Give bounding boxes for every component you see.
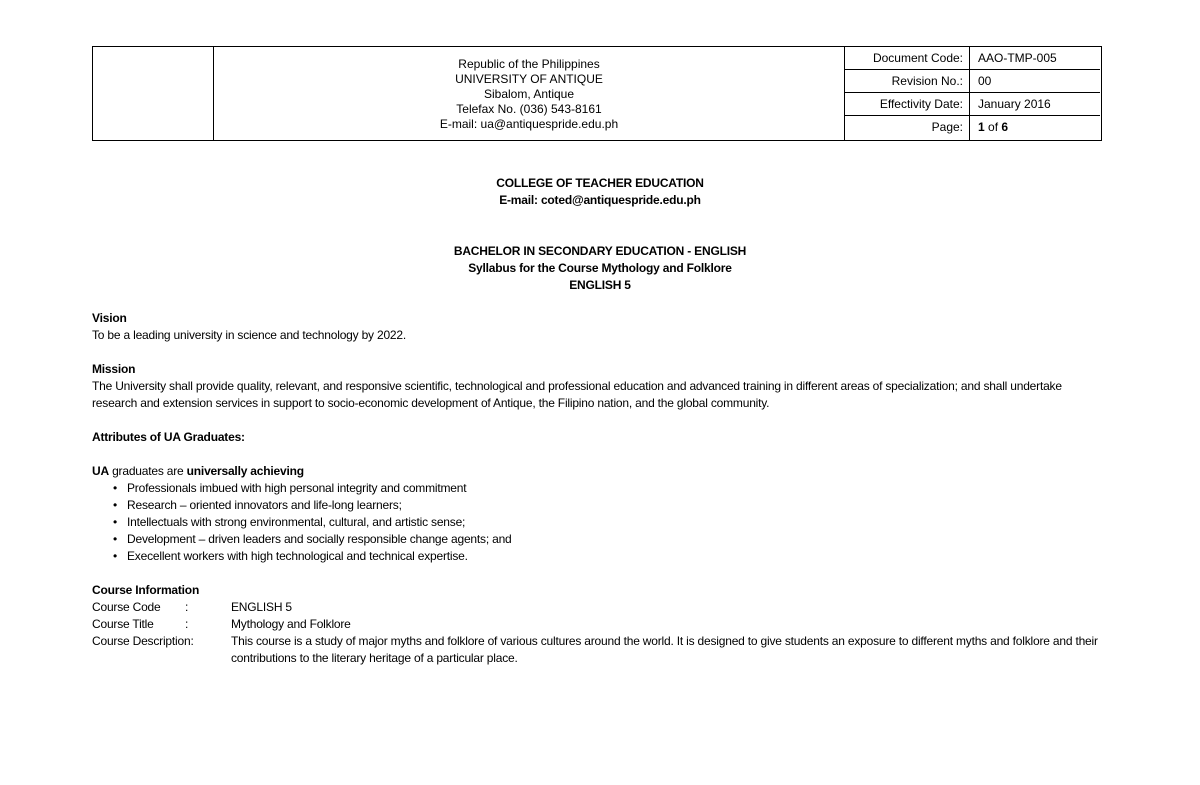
address-line: E-mail: ua@antiquespride.edu.ph: [439, 117, 619, 131]
course-description-line: contributions to the literary heritage of a particular place.: [231, 651, 518, 665]
program-block: [0, 243, 1200, 294]
meta-value: AAO-TMP-005: [978, 51, 1057, 65]
list-item: [110, 531, 512, 548]
list-item-text: Research – oriented innovators and life-long learners;: [127, 498, 402, 512]
colon: :: [185, 600, 189, 614]
mission-heading: Mission: [92, 362, 136, 376]
syllabus-title: Syllabus for the Course Mythology and Folklore: [468, 261, 732, 275]
meta-value: January 2016: [978, 97, 1051, 111]
attributes-heading: Attributes of UA Graduates:: [92, 430, 245, 444]
bullet: •: [113, 481, 118, 495]
meta-row-effectivity: [845, 93, 1100, 116]
vision-heading: Vision: [92, 311, 127, 325]
mission-text: The University shall provide quality, relevant, and responsive scientific, technological and professional education and advanced training in different areas of specialization; and shall undertake research and extension services in support to socio-economic development of Antique, the Filipino nation, and the global community.: [92, 379, 1062, 410]
course-description-label: Course Description:: [92, 634, 194, 648]
course-title-label: Course Title: [92, 617, 154, 631]
page-number: [978, 116, 1008, 138]
bullet: •: [113, 532, 118, 546]
course-title-value: Mythology and Folklore: [231, 617, 351, 631]
college-block: [0, 175, 1200, 209]
course-info-heading: Course Information: [92, 583, 200, 597]
address-line: Telefax No. (036) 543-8161: [456, 102, 602, 116]
course-description-line: This course is a study of major myths and folklore of various cultures around the world. It is designed to give students an exposure to different myths and folklore and their: [231, 634, 1098, 648]
page-current: 1: [978, 120, 985, 134]
list-item: [110, 497, 512, 514]
list-item-text: Execellent workers with high technological and technical expertise.: [127, 549, 468, 563]
document-meta: [845, 47, 1100, 140]
address-line: UNIVERSITY OF ANTIQUE: [455, 72, 603, 86]
meta-key: Revision No.:: [845, 70, 970, 92]
attributes-intro-bold: universally achieving: [186, 464, 304, 478]
page-total: 6: [1001, 120, 1009, 134]
attributes-intro-ua: UA: [92, 464, 109, 478]
list-item: [110, 548, 512, 565]
list-item: [110, 514, 512, 531]
list-item-text: Professionals imbued with high personal integrity and commitment: [127, 481, 467, 495]
course-code-value: ENGLISH 5: [231, 600, 292, 614]
bullet: •: [113, 549, 118, 563]
colon: :: [185, 617, 189, 631]
college-email: E-mail: coted@antiquespride.edu.ph: [499, 193, 701, 207]
list-item-text: Development – driven leaders and socially responsible change agents; and: [127, 532, 512, 546]
vision-text: To be a leading university in science and technology by 2022.: [92, 328, 407, 342]
meta-key: Document Code:: [845, 47, 970, 69]
bullet: •: [113, 515, 118, 529]
meta-value: 00: [978, 74, 992, 88]
course-code-label: Course Code: [92, 600, 161, 614]
university-address: [214, 47, 845, 140]
meta-row-document-code: [845, 47, 1100, 70]
bullet: •: [113, 498, 118, 512]
meta-key: Effectivity Date:: [845, 93, 970, 115]
address-line: Sibalom, Antique: [483, 87, 575, 101]
list-item-text: Intellectuals with strong environmental, cultural, and artistic sense;: [127, 515, 466, 529]
document-header-table: [92, 46, 1102, 141]
address-line: Republic of the Philippines: [458, 57, 600, 71]
meta-key: Page:: [845, 116, 970, 140]
attributes-intro: [92, 463, 304, 480]
logo-cell: [93, 47, 214, 140]
program-title: BACHELOR IN SECONDARY EDUCATION - ENGLISH: [453, 244, 747, 258]
meta-row-revision: [845, 70, 1100, 93]
list-item: [110, 480, 512, 497]
college-name: COLLEGE OF TEACHER EDUCATION: [496, 176, 704, 190]
attributes-intro-mid: graduates are: [108, 464, 187, 478]
meta-row-page: [845, 116, 1100, 140]
attributes-list: [110, 480, 512, 565]
course-code-title: ENGLISH 5: [569, 278, 631, 292]
page-of: of: [988, 120, 999, 134]
